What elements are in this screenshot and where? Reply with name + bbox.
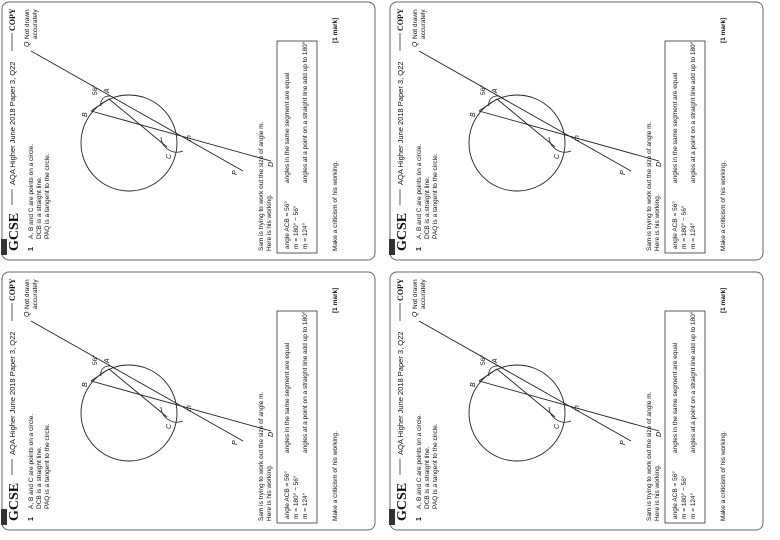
not-drawn-line-2: accurately: [420, 9, 427, 39]
not-drawn-line-2: accurately: [420, 279, 427, 309]
intro-line-1: A, B and C are points on a circle.: [416, 413, 423, 509]
angle-56-label: 56°: [480, 355, 487, 365]
task-line-1: Sam is trying to work out the size of angle m.: [646, 391, 653, 521]
header-title: AQA Higher June 2018 Paper 3, Q22: [8, 331, 17, 455]
point-q-label: Q: [24, 41, 31, 47]
intro-line-1: A, B and C are points on a circle.: [416, 143, 423, 239]
point-q-label: Q: [24, 311, 31, 317]
task-line-1: Sam is trying to work out the size of angle m.: [258, 121, 265, 251]
header-title: AQA Higher June 2018 Paper 3, Q22: [8, 61, 17, 185]
worksheet-svg: [389, 1, 764, 261]
angle-56-label: 56°: [92, 355, 99, 365]
working-left-1: angle ACB = 56°: [284, 201, 291, 249]
point-c-label: C: [554, 153, 561, 159]
working-right-1: angles in the same segment are equal: [284, 72, 291, 183]
working-left-2: m = 180° − 56°: [293, 205, 300, 249]
intro-line-1: A, B and C are points on a circle.: [28, 143, 35, 239]
point-p-label: P: [232, 440, 239, 445]
marks-label: [1 mark]: [332, 17, 339, 43]
angle-m-label: m: [186, 405, 193, 411]
not-drawn-line-1: Not drawn: [24, 279, 31, 309]
point-d-label: D: [656, 431, 663, 437]
working-left-1: angle ACB = 56°: [672, 471, 679, 519]
angle-m-label: m: [186, 135, 193, 141]
point-a-label: A: [104, 88, 111, 93]
working-right-2: angles at a point on a straight line add up to 180°: [690, 41, 697, 183]
brand-label: GCSE: [395, 212, 410, 251]
working-left-3: m = 124°: [302, 222, 309, 249]
copy-label: COPY: [8, 8, 17, 31]
copy-label: COPY: [396, 278, 405, 301]
card-border: [390, 2, 763, 260]
working-right-2: angles at a point on a straight line add up to 180°: [690, 311, 697, 453]
copy-label: COPY: [8, 278, 17, 301]
working-left-3: m = 124°: [690, 222, 697, 249]
working-left-2: m = 180° − 56°: [681, 475, 688, 519]
point-c-label: C: [166, 153, 173, 159]
marks-label: [1 mark]: [332, 287, 339, 313]
task-line-2: Here is his working.: [266, 194, 273, 251]
worksheet-card: [1, 1, 376, 261]
not-drawn-line-1: Not drawn: [24, 9, 31, 39]
point-b-label: B: [82, 112, 89, 117]
criticism-prompt: Make a criticism of his working.: [720, 431, 727, 521]
point-a-label: A: [104, 358, 111, 363]
point-q-label: Q: [412, 41, 419, 47]
point-b-label: B: [82, 382, 89, 387]
point-d-label: D: [656, 161, 663, 167]
working-right-2: angles at a point on a straight line add up to 180°: [302, 41, 309, 183]
angle-m-label: m: [574, 135, 581, 141]
worksheet-card: [389, 1, 764, 261]
point-b-label: B: [470, 382, 477, 387]
working-left-3: m = 124°: [302, 492, 309, 519]
question-number: 1: [416, 517, 423, 521]
intro-line-2: DCB is a straight line.: [36, 176, 43, 239]
worksheet-svg: [1, 271, 376, 531]
task-line-1: Sam is trying to work out the size of angle m.: [258, 391, 265, 521]
question-number: 1: [28, 247, 35, 251]
intro-line-3: PAQ is a tangent to the circle.: [432, 153, 439, 239]
working-right-2: angles at a point on a straight line add up to 180°: [302, 311, 309, 453]
brand-label: GCSE: [7, 482, 22, 521]
header-title: AQA Higher June 2018 Paper 3, Q22: [396, 61, 405, 185]
criticism-prompt: Make a criticism of his working.: [720, 161, 727, 251]
not-drawn-line-1: Not drawn: [412, 279, 419, 309]
intro-line-3: PAQ is a tangent to the circle.: [44, 153, 51, 239]
task-line-2: Here is his working.: [266, 464, 273, 521]
task-line-1: Sam is trying to work out the size of angle m.: [646, 121, 653, 251]
card-border: [2, 272, 375, 530]
point-d-label: D: [268, 431, 275, 437]
worksheet-svg: [389, 271, 764, 531]
point-q-label: Q: [412, 311, 419, 317]
point-p-label: P: [232, 170, 239, 175]
angle-56-label: 56°: [480, 85, 487, 95]
calculator-icon: [1, 509, 7, 525]
intro-line-3: PAQ is a tangent to the circle.: [44, 423, 51, 509]
intro-line-1: A, B and C are points on a circle.: [28, 413, 35, 509]
marks-label: [1 mark]: [720, 287, 727, 313]
point-a-label: A: [492, 88, 499, 93]
marks-label: [1 mark]: [720, 17, 727, 43]
working-right-1: angles in the same segment are equal: [672, 72, 679, 183]
intro-line-2: DCB is a straight line.: [424, 446, 431, 509]
angle-m-label: m: [574, 405, 581, 411]
point-p-label: P: [620, 440, 627, 445]
point-d-label: D: [268, 161, 275, 167]
working-left-2: m = 180° − 56°: [293, 475, 300, 519]
brand-label: GCSE: [395, 482, 410, 521]
worksheet-card: [1, 271, 376, 531]
angle-56-label: 56°: [92, 85, 99, 95]
point-a-label: A: [492, 358, 499, 363]
calculator-icon: [389, 509, 395, 525]
working-left-1: angle ACB = 56°: [284, 471, 291, 519]
working-left-3: m = 124°: [690, 492, 697, 519]
intro-line-2: DCB is a straight line.: [36, 446, 43, 509]
point-b-label: B: [470, 112, 477, 117]
criticism-prompt: Make a criticism of his working.: [332, 431, 339, 521]
calculator-icon: [1, 239, 7, 255]
calculator-icon: [389, 239, 395, 255]
worksheet-card: [389, 271, 764, 531]
task-line-2: Here is his working.: [654, 464, 661, 521]
working-left-1: angle ACB = 56°: [672, 201, 679, 249]
working-left-2: m = 180° − 56°: [681, 205, 688, 249]
card-border: [2, 2, 375, 260]
point-p-label: P: [620, 170, 627, 175]
point-c-label: C: [554, 423, 561, 429]
intro-line-2: DCB is a straight line.: [424, 176, 431, 239]
copy-label: COPY: [396, 8, 405, 31]
question-number: 1: [416, 247, 423, 251]
task-line-2: Here is his working.: [654, 194, 661, 251]
intro-line-3: PAQ is a tangent to the circle.: [432, 423, 439, 509]
brand-label: GCSE: [7, 212, 22, 251]
working-right-1: angles in the same segment are equal: [284, 342, 291, 453]
worksheet-svg: [1, 1, 376, 261]
criticism-prompt: Make a criticism of his working.: [332, 161, 339, 251]
header-title: AQA Higher June 2018 Paper 3, Q22: [396, 331, 405, 455]
not-drawn-line-2: accurately: [32, 9, 39, 39]
not-drawn-line-2: accurately: [32, 279, 39, 309]
point-c-label: C: [166, 423, 173, 429]
working-right-1: angles in the same segment are equal: [672, 342, 679, 453]
question-number: 1: [28, 517, 35, 521]
card-border: [390, 272, 763, 530]
not-drawn-line-1: Not drawn: [412, 9, 419, 39]
